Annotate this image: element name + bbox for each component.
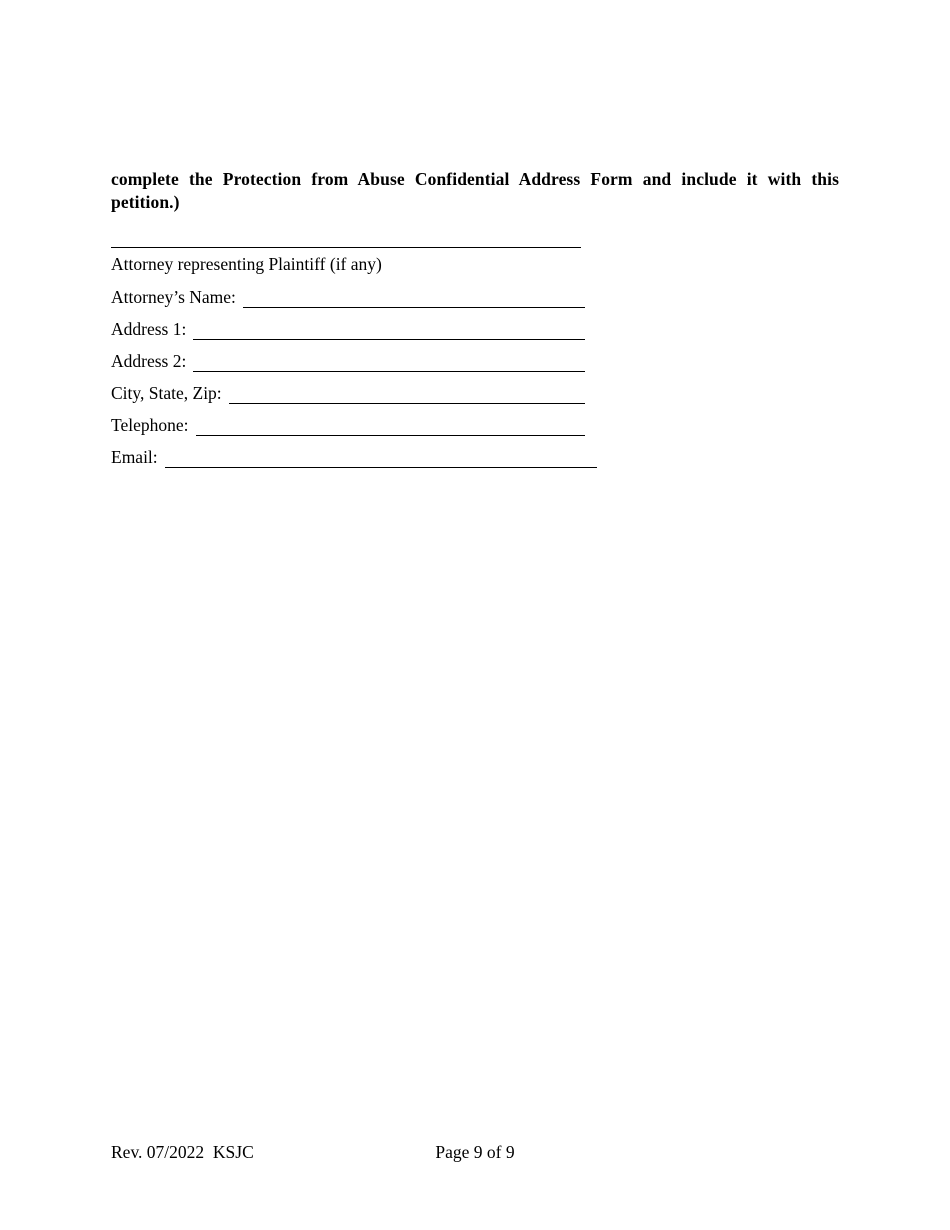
form-field-row-attorney-name — [111, 286, 585, 308]
page-footer — [0, 1141, 950, 1163]
signature-caption: Attorney representing Plaintiff (if any) — [111, 254, 382, 274]
form-field-row-address-1 — [111, 318, 585, 340]
form-field-row-email — [111, 446, 597, 468]
field-label-address-2: Address 2: — [111, 351, 187, 371]
intro-paragraph: complete the Protection from Abuse Confidential Address Form and include it with this petition.) — [111, 169, 839, 212]
field-blank-line-attorney-name[interactable] — [243, 286, 585, 308]
field-blank-line-email[interactable] — [165, 446, 597, 468]
field-blank-line-telephone[interactable] — [196, 414, 586, 436]
field-blank-line-address-2[interactable] — [193, 350, 585, 372]
field-label-attorney-name: Attorney’s Name: — [111, 287, 236, 307]
attorney-contact-fields — [111, 286, 839, 468]
footer-revision: Rev. 07/2022 KSJC — [111, 1142, 254, 1162]
form-field-row-city-state-zip — [111, 382, 585, 404]
page-content — [111, 0, 839, 478]
field-label-telephone: Telephone: — [111, 415, 189, 435]
field-label-city-state-zip: City, State, Zip: — [111, 383, 222, 403]
form-field-row-address-2 — [111, 350, 585, 372]
attorney-signature-line[interactable] — [111, 247, 581, 248]
field-blank-line-city-state-zip[interactable] — [229, 382, 585, 404]
field-blank-line-address-1[interactable] — [193, 318, 585, 340]
footer-page-number: Page 9 of 9 — [435, 1142, 515, 1162]
field-label-email: Email: — [111, 447, 158, 467]
field-label-address-1: Address 1: — [111, 319, 187, 339]
form-field-row-telephone — [111, 414, 585, 436]
